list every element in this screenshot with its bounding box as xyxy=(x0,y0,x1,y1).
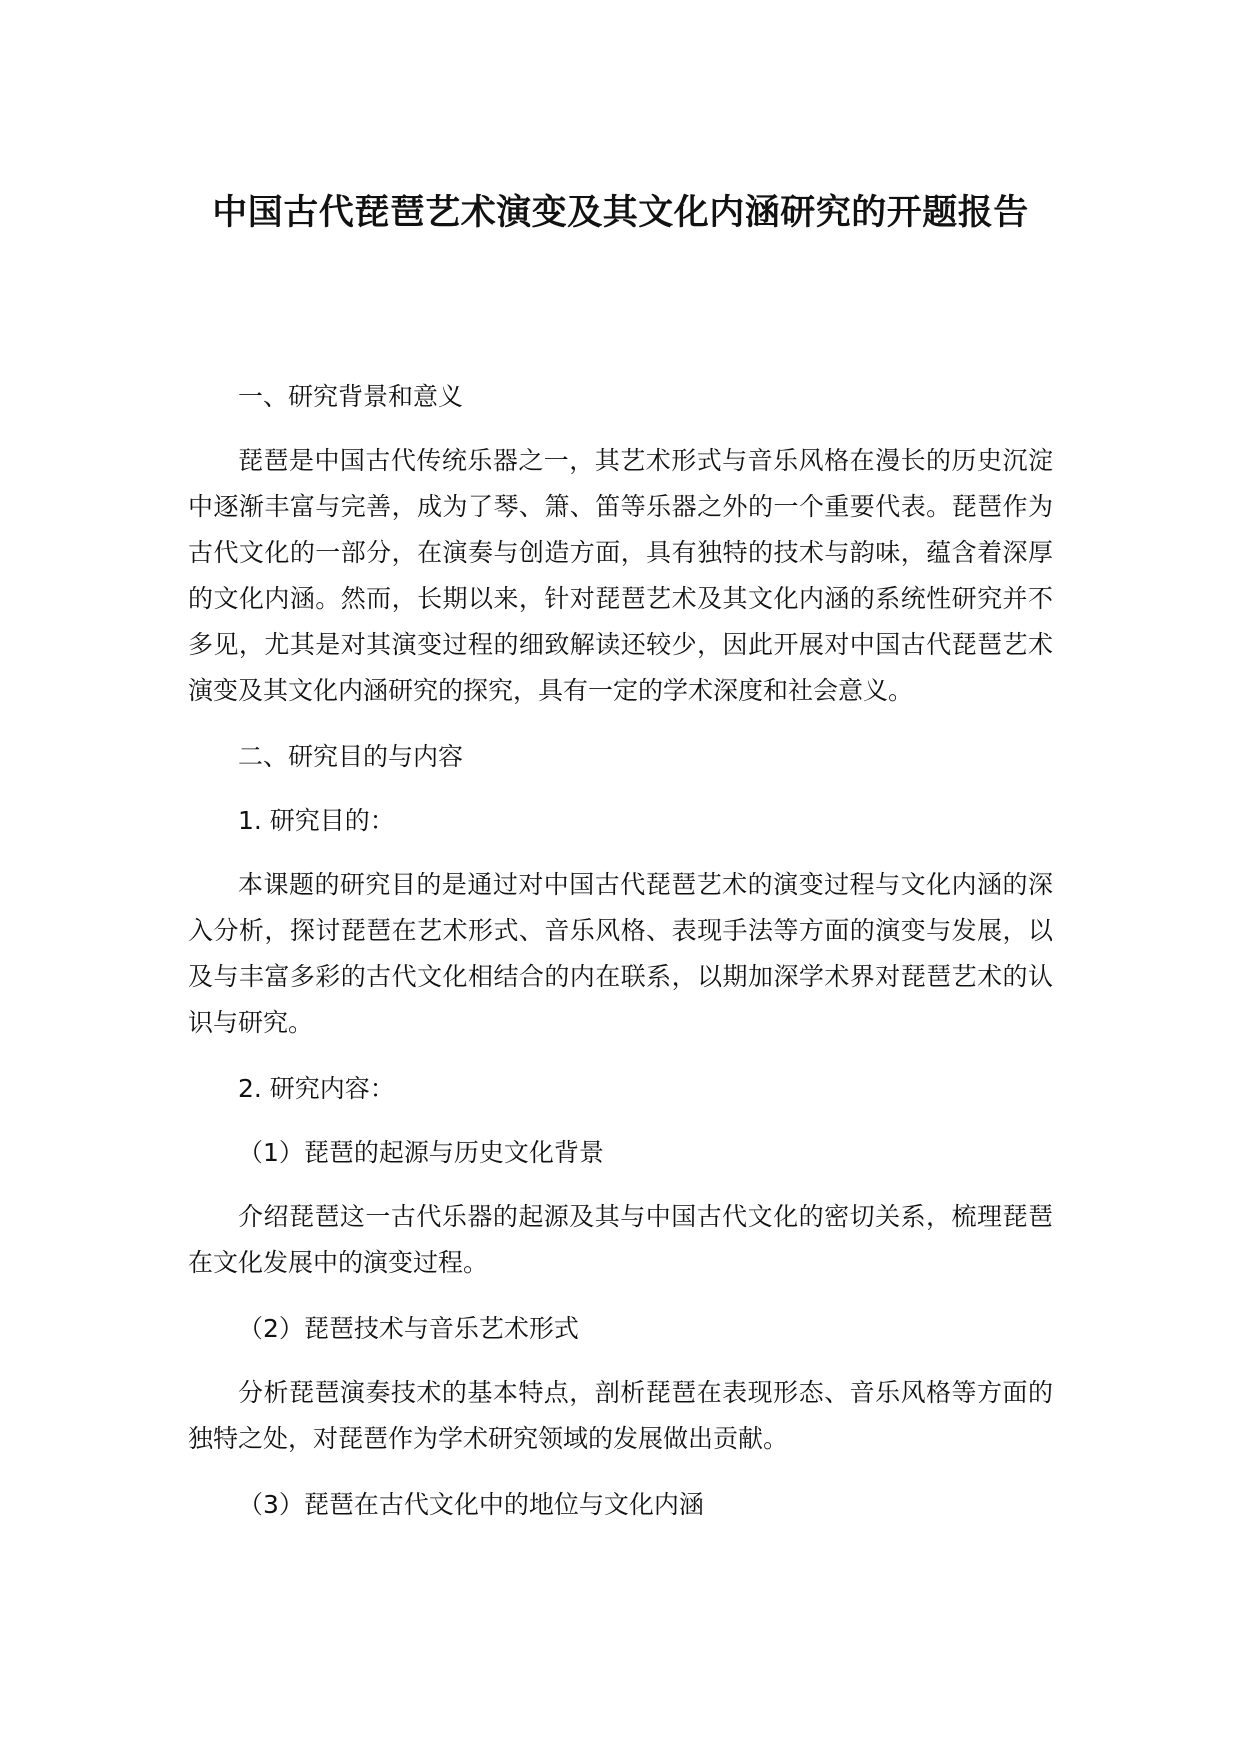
item-heading-technique: （2）琵琶技术与音乐艺术形式 xyxy=(238,1314,579,1343)
document-body xyxy=(188,374,1053,1546)
item-heading-cultural-status: （3）琵琶在古代文化中的地位与文化内涵 xyxy=(238,1490,704,1519)
item-heading-origin: （1）琵琶的起源与历史文化背景 xyxy=(238,1138,604,1167)
document-title: 中国古代琵琶艺术演变及其文化内涵研究的开题报告 xyxy=(212,193,1029,233)
paragraph-research-purpose: 本课题的研究目的是通过对中国古代琵琶艺术的演变过程与文化内涵的深入分析，探讨琵琶在艺术形式、音乐风格、表现手法等方面的演变与发展，以及与丰富多彩的古代文化相结合的内在联系，以期加深学术界对琵琶艺术的认识与研究。 xyxy=(188,870,1053,1037)
section-heading-background: 一、研究背景和意义 xyxy=(238,382,464,411)
section-heading-purpose-content: 二、研究目的与内容 xyxy=(238,742,464,771)
paragraph-background: 琵琶是中国古代传统乐器之一，其艺术形式与音乐风格在漫长的历史沉淀中逐渐丰富与完善，成为了琴、箫、笛等乐器之外的一个重要代表。琵琶作为古代文化的一部分，在演奏与创造方面，具有独特的技术与韵味，蕴含着深厚的文化内涵。然而，长期以来，针对琵琶艺术及其文化内涵的系统性研究并不多见，尤其是对其演变过程的细致解读还较少，因此开展对中国古代琵琶艺术演变及其文化内涵研究的探究，具有一定的学术深度和社会意义。 xyxy=(188,446,1053,705)
subheading-research-purpose: 1. 研究目的： xyxy=(238,806,395,835)
paragraph-origin: 介绍琵琶这一古代乐器的起源及其与中国古代文化的密切关系，梳理琵琶在文化发展中的演变过程。 xyxy=(188,1202,1053,1277)
paragraph-technique: 分析琵琶演奏技术的基本特点，剖析琵琶在表现形态、音乐风格等方面的独特之处，对琵琶作为学术研究领域的发展做出贡献。 xyxy=(188,1378,1053,1453)
subheading-research-content: 2. 研究内容： xyxy=(238,1074,395,1103)
